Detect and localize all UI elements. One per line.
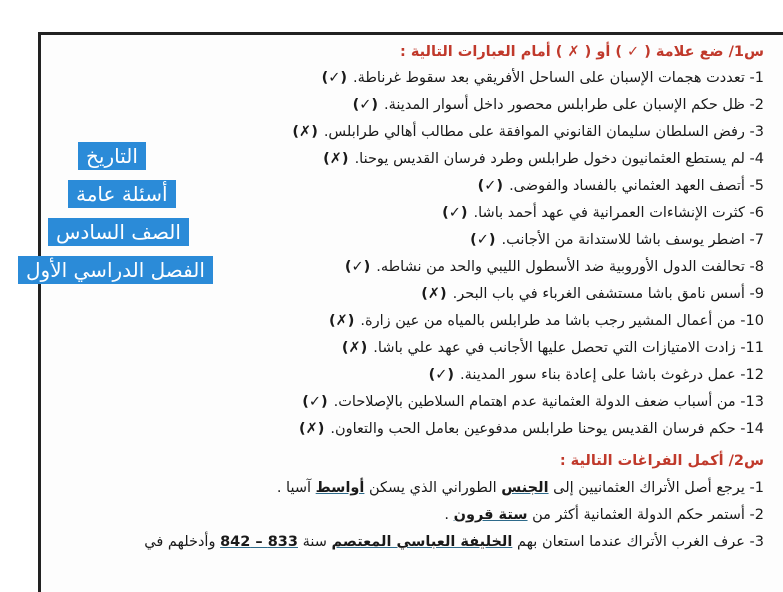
statement-10 [329, 313, 764, 329]
answer-mark: (✗) [421, 286, 447, 302]
fill-in-3 [144, 534, 764, 550]
answer-mark: (✗) [292, 124, 318, 140]
fill-text: 1- يرجع أصل الأتراك العثمانيين إلى [553, 480, 764, 496]
fill-text: 2- أستمر حكم الدولة العثمانية أكثر من [532, 507, 764, 523]
statement-text: 6- كثرت الإنشاءات العمرانية في عهد أحمد باشا. [473, 205, 764, 221]
fill-text: 3- عرف الغرب الأتراك عندما استعان بهم [516, 534, 764, 550]
answer-mark: (✗) [298, 421, 325, 437]
grade-tag: الصف السادس [48, 218, 189, 246]
answer-mark: (✓) [352, 97, 379, 113]
statement-text: 12- عمل درغوث باشا على إعادة بناء سور المدينة. [460, 367, 764, 383]
statement-text: 10- من أعمال المشير رجب باشا مد طرابلس بالمياه من عين زارة. [360, 313, 764, 329]
answer-mark: (✓) [302, 394, 328, 410]
fill-answer: 833 – 842 [220, 534, 298, 550]
fill-in-1 [277, 480, 764, 496]
answer-mark: (✓) [428, 367, 454, 383]
fill-text: . [444, 507, 449, 523]
answer-mark: (✓) [470, 232, 496, 248]
answer-mark: (✗) [323, 151, 349, 167]
statement-text: 9- أسس نامق باشا مستشفى الغرباء في باب البحر. [452, 286, 764, 302]
fill-in-2 [444, 507, 764, 523]
statement-8 [345, 259, 764, 275]
term-tag: الفصل الدراسي الأول [18, 256, 213, 284]
statement-7 [470, 232, 764, 248]
fill-text: الطوراني الذي يسكن [369, 480, 497, 496]
statement-3 [292, 124, 764, 140]
statement-9 [421, 286, 764, 302]
answer-mark: (✓) [477, 178, 504, 194]
fill-text: سنة [302, 534, 327, 550]
answer-mark: (✗) [328, 313, 355, 329]
statement-13 [302, 394, 764, 410]
statement-text: 14- حكم فرسان القديس يوحنا طرابلس مدفوعين بعامل الحب والتعاون. [330, 421, 764, 437]
answer-mark: (✓) [321, 70, 347, 86]
statement-4 [323, 151, 764, 167]
statement-text: 4- لم يستطع العثمانيون دخول طرابلس وطرد فرسان القديس يوحنا. [354, 151, 764, 167]
fill-answer: الجنس [501, 480, 549, 496]
question-2-heading: س2/ أكمل الفراغات التالية : [559, 453, 764, 469]
statement-1 [322, 70, 764, 86]
statement-6 [442, 205, 764, 221]
statement-12 [429, 367, 764, 383]
fill-answer: ستة قرون [453, 507, 528, 523]
fill-text: آسيا . [276, 480, 312, 496]
statement-text: 3- رفض السلطان سليمان القانوني الموافقة على مطالب أهالي طرابلس. [323, 124, 764, 140]
statement-11 [342, 340, 764, 356]
subject-tag: التاريخ [78, 142, 146, 170]
statement-text: 8- تحالفت الدول الأوروبية ضد الأسطول الليبي والحد من نشاطه. [376, 259, 764, 275]
questions-tag: أسئلة عامة [68, 180, 176, 208]
statement-14 [299, 421, 764, 437]
statement-text: 11- زادت الامتيازات التي تحصل عليها الأجانب في عهد علي باشا. [373, 340, 764, 356]
fill-answer: أواسط [315, 480, 365, 496]
statement-text: 1- تعددت هجمات الإسبان على الساحل الأفريقي بعد سقوط غرناطة. [352, 70, 764, 86]
fill-text: وأدخلهم في [144, 534, 216, 550]
statement-5 [478, 178, 764, 194]
answer-mark: (✗) [341, 340, 368, 356]
question-1-heading: س1/ ضع علامة ( ✓ ) أو ( ✗ ) أمام العبارات التالية : [399, 44, 764, 60]
answer-mark: (✓) [442, 205, 468, 221]
statement-text: 2- ظل حكم الإسبان على طرابلس محصور داخل أسوار المدينة. [384, 97, 764, 113]
statement-text: 5- أتصف العهد العثماني بالفساد والفوضى. [509, 178, 764, 194]
statement-2 [353, 97, 764, 113]
statement-text: 13- من أسباب ضعف الدولة العثمانية عدم اهتمام السلاطين بالإصلاحات. [333, 394, 764, 410]
answer-mark: (✓) [344, 259, 371, 275]
statement-text: 7- اضطر يوسف باشا للاستدانة من الأجانب. [501, 232, 764, 248]
worksheet [44, 36, 764, 566]
fill-answer: الخليفة العباسي المعتصم [331, 534, 513, 550]
